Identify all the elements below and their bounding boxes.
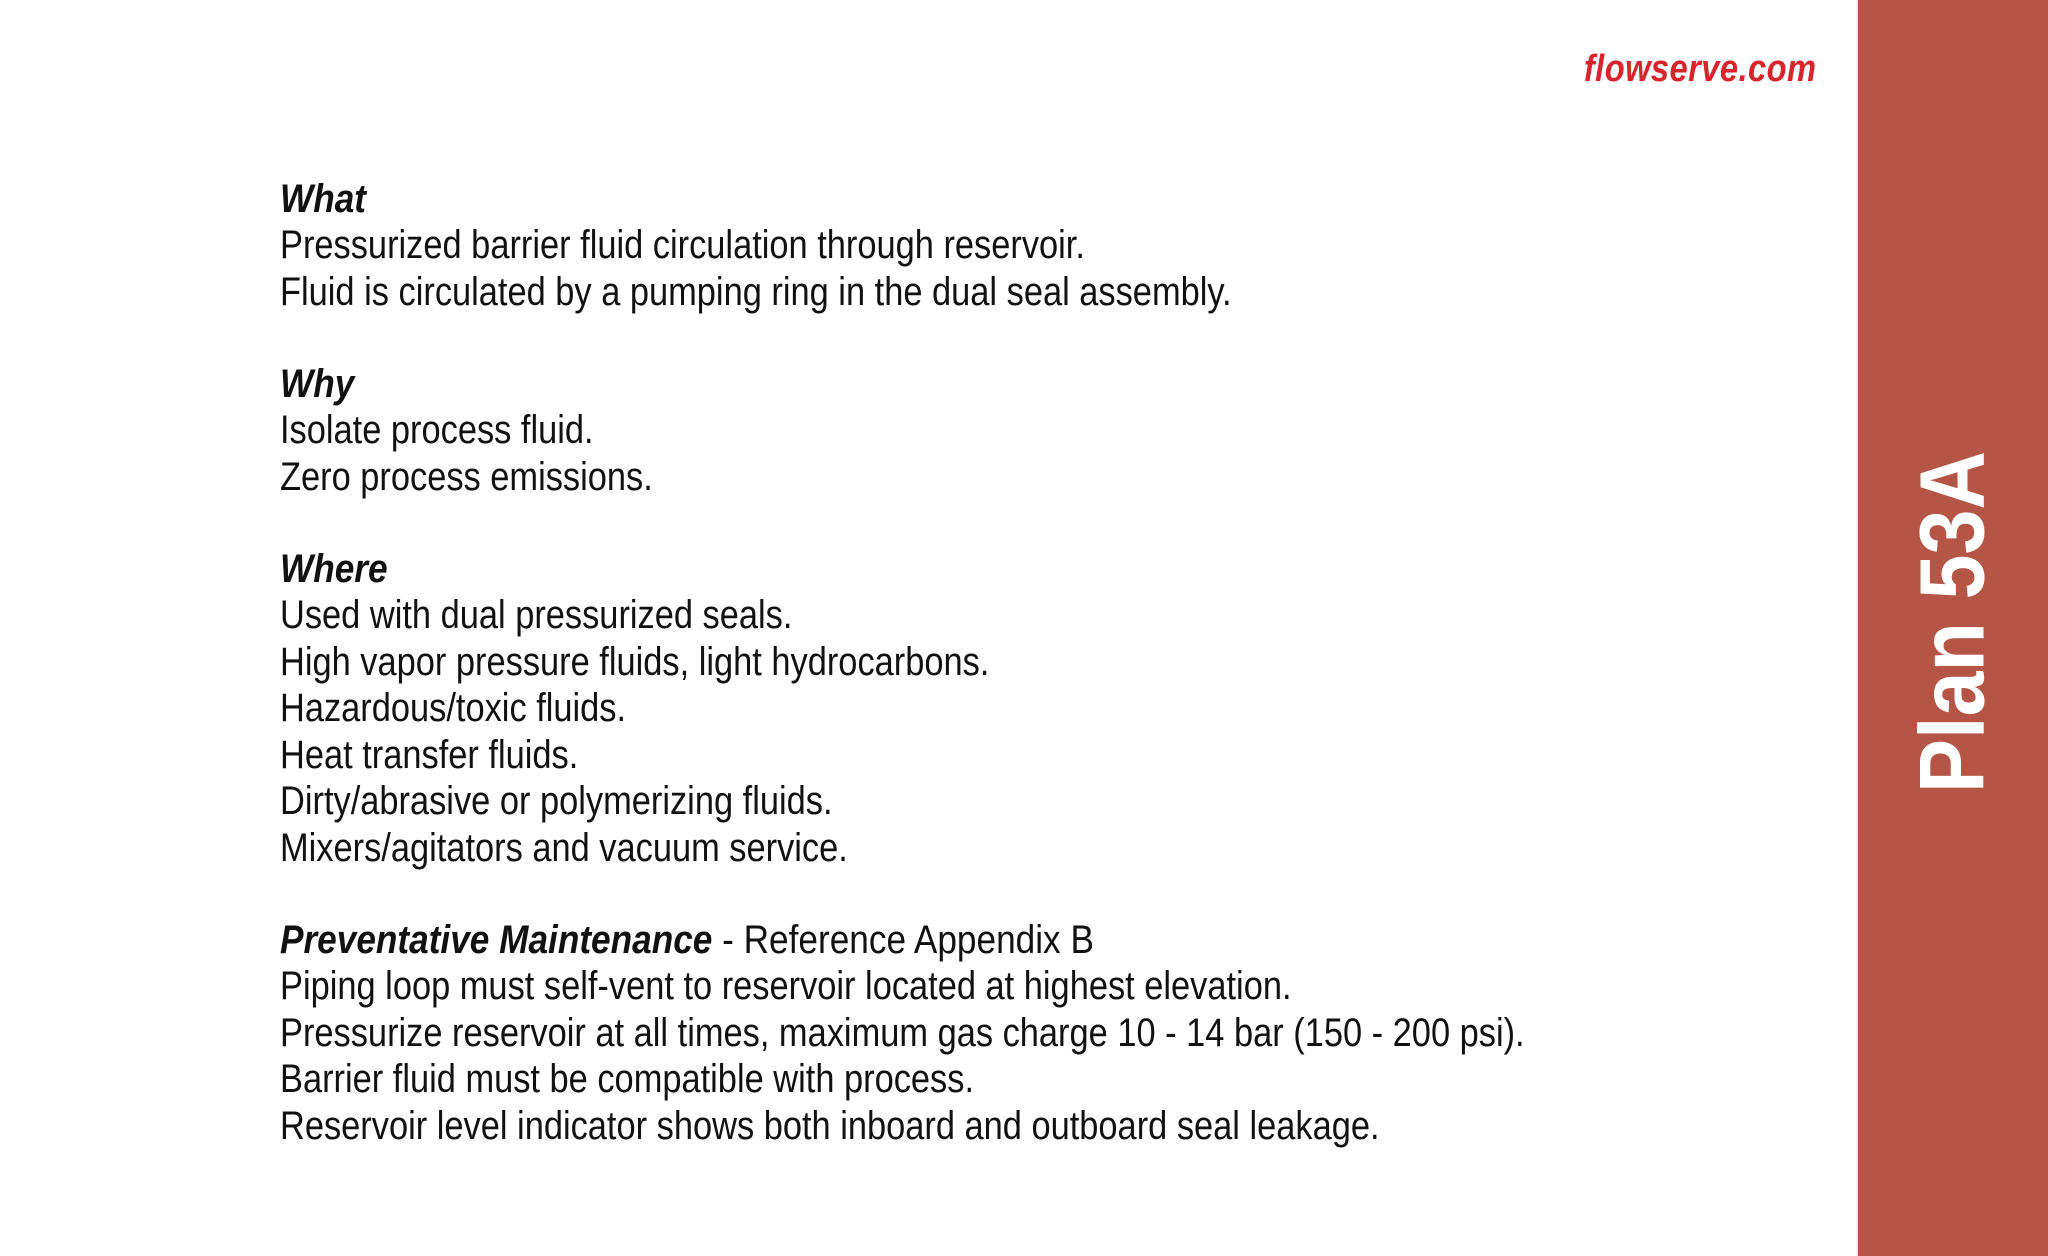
where-line: Dirty/abrasive or polymerizing fluids. (280, 779, 833, 823)
section-heading-maintenance (280, 917, 1582, 963)
section-maintenance (280, 917, 1760, 1149)
where-line: Heat transfer fluids. (280, 732, 579, 777)
main-content (280, 176, 1760, 1195)
where-line: Mixers/agitators and vacuum service. (280, 825, 848, 870)
section-heading-where: Where (280, 547, 388, 591)
what-line: Pressurized barrier fluid circulation through reservoir. (280, 223, 1085, 267)
section-heading-what: What (280, 177, 367, 221)
maintenance-line: Reservoir level indicator shows both inboard and outboard seal leakage. (280, 1103, 1380, 1148)
maintenance-line: Piping loop must self-vent to reservoir located at highest elevation. (280, 964, 1292, 1008)
where-line: High vapor pressure fluids, light hydrocarbons. (280, 639, 990, 684)
website-url[interactable]: flowserve.com (1583, 48, 1816, 90)
why-line: Isolate process fluid. (280, 408, 594, 452)
where-line: Hazardous/toxic fluids. (280, 686, 627, 730)
maintenance-heading-text: Preventative Maintenance (280, 918, 713, 962)
where-line: Used with dual pressurized seals. (280, 593, 793, 637)
plan-title-text: Plan 53A (1901, 451, 2004, 793)
plan-title (1901, 428, 2006, 817)
section-why (280, 361, 1760, 500)
maintenance-reference: - Reference Appendix B (712, 918, 1094, 962)
section-heading-why: Why (280, 362, 355, 406)
maintenance-line: Pressurize reservoir at all times, maximum gas charge 10 - 14 bar (150 - 200 psi). (280, 1010, 1525, 1055)
maintenance-line: Barrier fluid must be compatible with process. (280, 1057, 975, 1101)
why-line: Zero process emissions. (280, 454, 653, 499)
sidebar-banner (1858, 0, 2048, 1256)
what-line: Fluid is circulated by a pumping ring in the dual seal assembly. (280, 269, 1232, 314)
section-where (280, 546, 1760, 871)
section-what (280, 176, 1760, 315)
